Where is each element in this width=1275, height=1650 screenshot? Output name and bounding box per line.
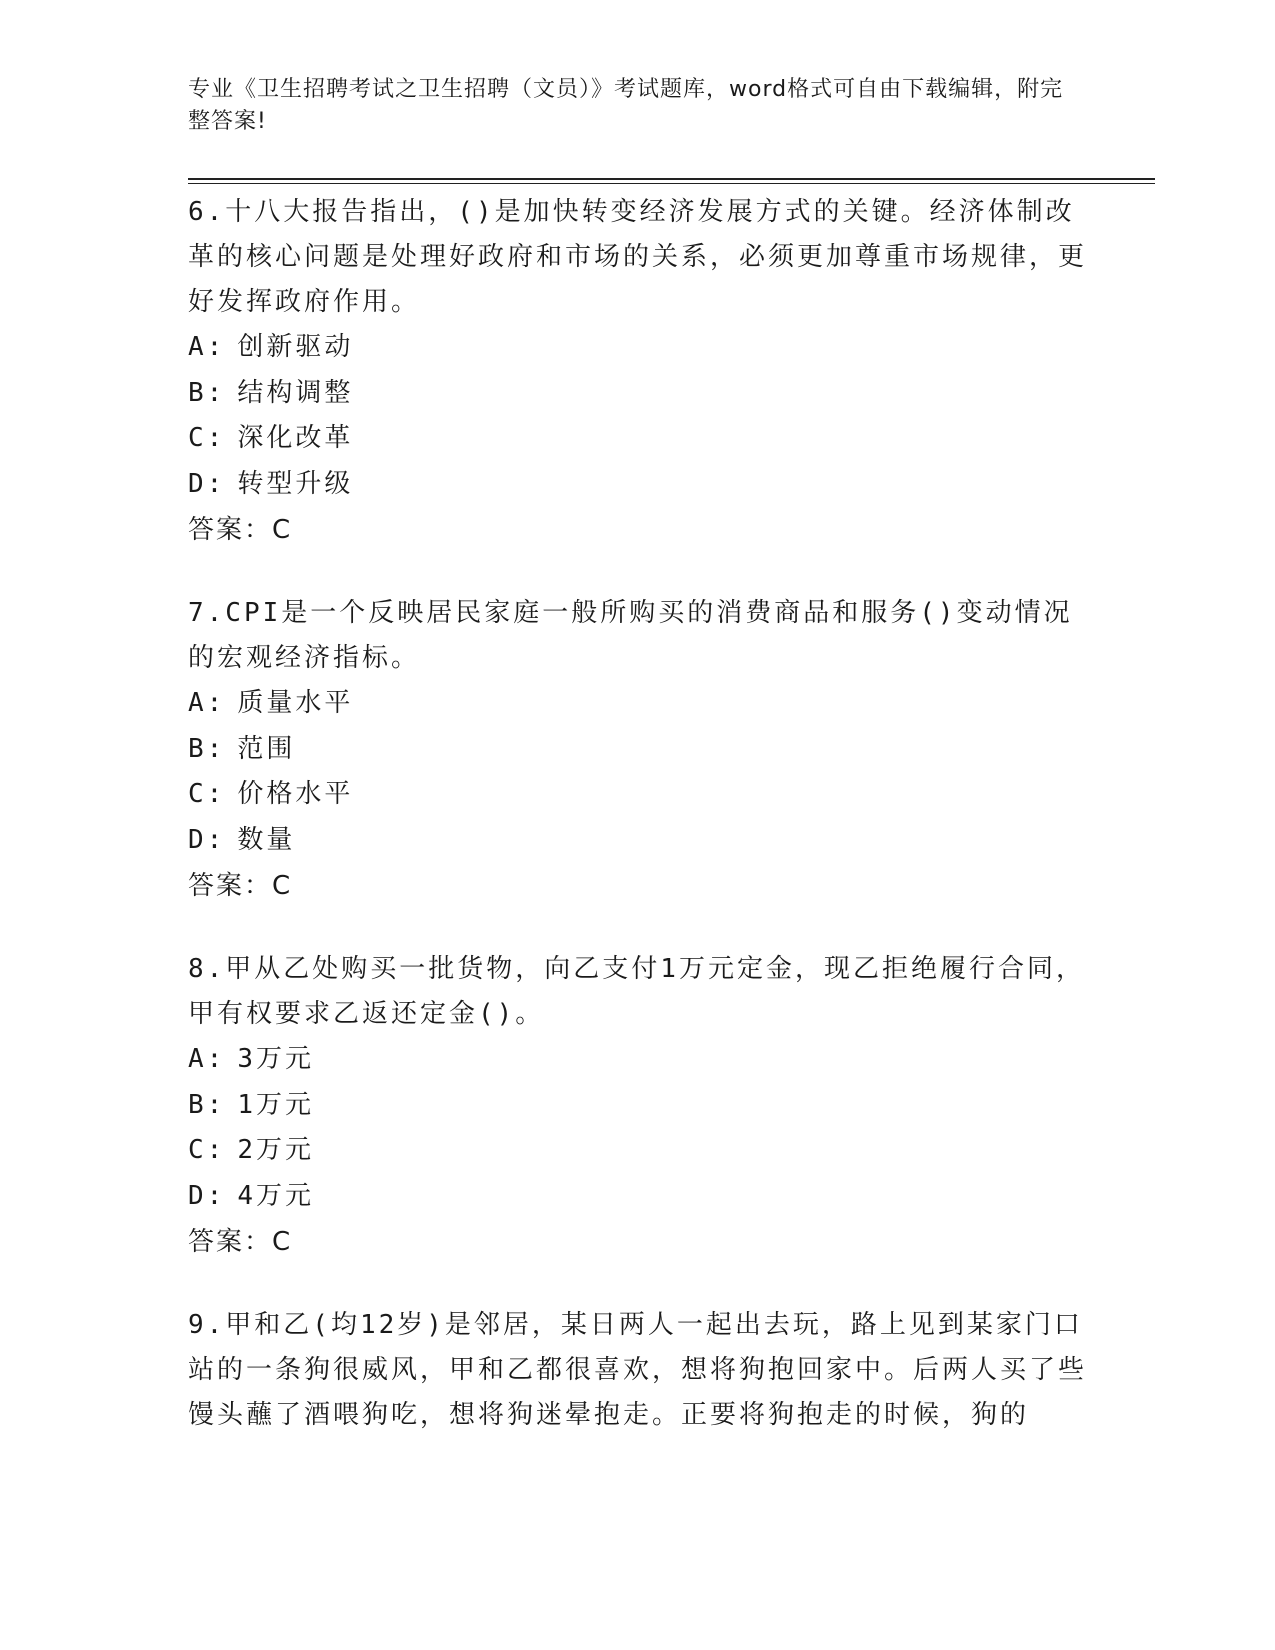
option-a bbox=[188, 1037, 1088, 1083]
option-c bbox=[188, 772, 1088, 818]
option-d bbox=[188, 1174, 1088, 1220]
option-letter: D bbox=[188, 1180, 207, 1211]
option-d bbox=[188, 818, 1088, 864]
option-letter: C bbox=[188, 779, 207, 809]
option-separator: : bbox=[206, 824, 226, 855]
intro-text: 专业《卫生招聘考试之卫生招聘（文员）》考试题库，word格式可自由下载编辑，附完整答案! bbox=[188, 77, 1064, 134]
option-text: 范围 bbox=[237, 733, 296, 764]
option-separator: : bbox=[206, 733, 226, 764]
option-letter: B bbox=[188, 733, 207, 764]
question-stem: 6.十八大报告指出，()是加快转变经济发展方式的关键。经济体制改革的核心问题是处理好政府和市场的关系，必须更加尊重市场规律，更好发挥政府作用。 bbox=[188, 197, 1088, 317]
option-text: 转型升级 bbox=[237, 468, 354, 499]
option-text: 深化改革 bbox=[237, 423, 354, 453]
document-intro bbox=[188, 74, 1068, 138]
option-text: 4万元 bbox=[237, 1180, 314, 1211]
option-c bbox=[188, 1128, 1088, 1174]
question-8 bbox=[188, 947, 1088, 1265]
option-letter: B bbox=[188, 1089, 207, 1120]
option-letter: C bbox=[188, 1135, 207, 1165]
option-separator: : bbox=[206, 688, 226, 718]
option-c bbox=[188, 416, 1088, 462]
option-separator: : bbox=[206, 468, 226, 499]
answer-line: 答案：C bbox=[188, 1227, 293, 1257]
option-a bbox=[188, 325, 1088, 371]
option-separator: : bbox=[206, 1135, 226, 1165]
option-text: 1万元 bbox=[237, 1089, 314, 1120]
option-separator: : bbox=[206, 779, 226, 809]
question-stem: 7.CPI是一个反映居民家庭一般所购买的消费商品和服务()变动情况的宏观经济指标。 bbox=[188, 598, 1073, 673]
option-separator: : bbox=[206, 1180, 226, 1211]
option-b bbox=[188, 727, 1088, 773]
question-list bbox=[188, 190, 1088, 1476]
option-letter: D bbox=[188, 824, 207, 855]
option-letter: A bbox=[188, 688, 207, 718]
option-separator: : bbox=[206, 377, 226, 408]
option-letter: C bbox=[188, 423, 207, 453]
option-letter: A bbox=[188, 332, 207, 362]
header-divider-thick bbox=[188, 178, 1155, 180]
question-6 bbox=[188, 190, 1088, 553]
question-9 bbox=[188, 1303, 1088, 1438]
header-divider-thin bbox=[188, 183, 1155, 184]
option-letter: D bbox=[188, 468, 207, 499]
option-d bbox=[188, 462, 1088, 508]
question-7 bbox=[188, 591, 1088, 909]
option-text: 价格水平 bbox=[237, 779, 354, 809]
option-separator: : bbox=[206, 1044, 226, 1074]
option-separator: : bbox=[206, 1089, 226, 1120]
option-b bbox=[188, 371, 1088, 417]
option-text: 结构调整 bbox=[237, 377, 354, 408]
option-text: 2万元 bbox=[237, 1135, 314, 1165]
option-a bbox=[188, 681, 1088, 727]
answer-line: 答案：C bbox=[188, 871, 293, 901]
option-text: 创新驱动 bbox=[237, 332, 354, 362]
option-letter: B bbox=[188, 377, 207, 408]
option-text: 3万元 bbox=[237, 1044, 314, 1074]
option-separator: : bbox=[206, 332, 226, 362]
question-stem: 8.甲从乙处购买一批货物，向乙支付1万元定金，现乙拒绝履行合同，甲有权要求乙返还定金()。 bbox=[188, 954, 1085, 1029]
option-text: 质量水平 bbox=[237, 688, 354, 718]
option-b bbox=[188, 1083, 1088, 1129]
answer-line: 答案：C bbox=[188, 515, 293, 545]
option-text: 数量 bbox=[237, 824, 296, 855]
option-letter: A bbox=[188, 1044, 207, 1074]
option-separator: : bbox=[206, 423, 226, 453]
question-stem: 9.甲和乙(均12岁)是邻居，某日两人一起出去玩，路上见到某家门口站的一条狗很威风，甲和乙都很喜欢，想将狗抱回家中。后两人买了些馒头蘸了酒喂狗吃，想将狗迷晕抱走。正要将狗抱走的时候，狗的 bbox=[188, 1310, 1088, 1430]
